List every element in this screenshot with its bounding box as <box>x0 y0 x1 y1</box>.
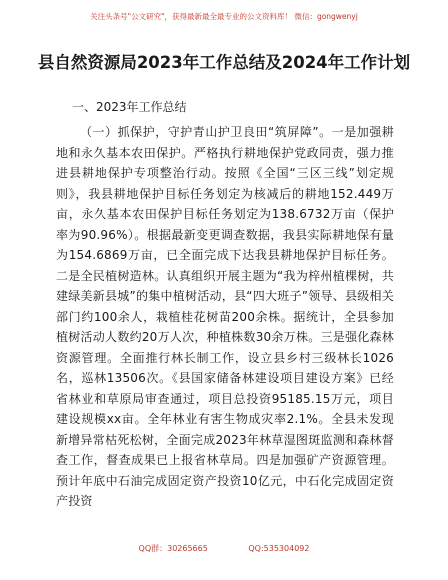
section-heading: 一、2023年工作总结 <box>72 100 187 114</box>
footer-qq-group: QQ群：30265665 <box>138 544 208 553</box>
footer-contacts <box>0 543 448 554</box>
document-title: 县自然资源局2023年工作总结及2024年工作计划 <box>37 53 411 72</box>
header-note: 关注头条号"公文研究"，获得最新最全最专业的公文资料库！ 微信：gongwenyj <box>90 12 358 21</box>
body-paragraph: （一）抓保护，守护青山护卫良田“筑屏障”。一是加强耕地和永久基本农田保护。严格执行耕地保护党政同责，强力推进县耕地保护专项整治行动。按照《全国“三区三线”划定规则》，我县耕地保护目标任务划定为核减后的耕地152.449万亩，永久基本农田保护目标任务划定为138.6732万亩（保护率为90.96%）。根据最新变更调查数据，我县实际耕地保有量为154.6869万亩，已全面完成下达我县耕地保护目标任务。二是全民植树造林。认真组织开展主题为“我为梓州植棵树，共建绿美新县城”的集中植树活动，县“四大班子”领导、县级相关部门约100余人，栽植桂花树苗200余株。据统计，全县参加植树活动人数约20万人次，种植株数30余万株。三是强化森林资源管理。全面推行林长制工作，设立县乡村三级林长1026名，巡林13506次。《县国家储备林建设项目建设方案》已经省林业和草原局审查通过，项目总投资95185.15万元，项目建设规模xx亩。全年林业有害生物成灾率2.1%。全县未发现新增异常枯死松树，全面完成2023年林草湿图斑监测和森林督查工作，督查成果已上报省林草局。四是加强矿产资源管理。预计年底中石油完成固定资产投资10亿元，中石化完成固定资产投资 <box>56 125 394 508</box>
footer-qq-number: QQ:535304092 <box>248 544 310 553</box>
